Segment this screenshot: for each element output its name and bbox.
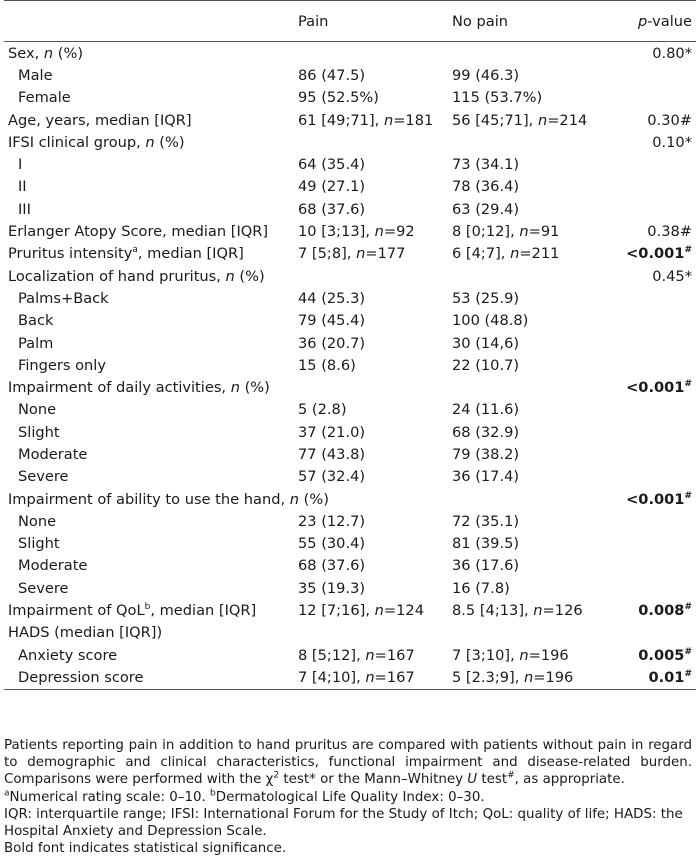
pain-value: 35 (19.3) bbox=[298, 579, 366, 597]
no-pain-value: 72 (35.1) bbox=[452, 512, 520, 530]
pain-value: 79 (45.4) bbox=[298, 312, 366, 330]
no-pain-value: 73 (34.1) bbox=[452, 156, 520, 174]
pain-value: 68 (37.6) bbox=[298, 200, 366, 218]
no-pain-value: 53 (25.9) bbox=[452, 289, 520, 307]
table-row bbox=[4, 310, 696, 332]
no-pain-value: 6 [4;7], n=211 bbox=[452, 245, 560, 263]
no-pain-value bbox=[452, 265, 612, 287]
footnote-bold: Bold font indicates statistical significance. bbox=[4, 841, 287, 857]
p-value bbox=[612, 466, 696, 488]
footnote-abbreviations: IQR: interquartile range; IFSI: International Forum for the Study of Itch; QoL: quality of life; HADS: the Hospital Anxiety and Depression Scale. bbox=[4, 806, 683, 840]
pain-value: 7 [4;10], n=167 bbox=[298, 666, 452, 689]
table-row bbox=[4, 131, 696, 153]
row-label: Impairment of daily activities, n (%) bbox=[8, 379, 270, 397]
no-pain-value: 30 (14,6) bbox=[452, 334, 520, 352]
row-label: Slight bbox=[18, 535, 60, 553]
row-label: Slight bbox=[18, 423, 60, 441]
no-pain-value: 79 (38.2) bbox=[452, 445, 520, 463]
table-row bbox=[4, 533, 696, 555]
row-label: Back bbox=[18, 312, 54, 330]
table-row bbox=[4, 64, 696, 86]
no-pain-value: 63 (29.4) bbox=[452, 200, 520, 218]
row-label: II bbox=[18, 178, 27, 196]
row-label: Female bbox=[18, 89, 71, 107]
row-label: IFSI clinical group, n (%) bbox=[8, 133, 185, 151]
p-value: 0.10* bbox=[652, 133, 692, 151]
pain-value: 77 (43.8) bbox=[298, 445, 366, 463]
p-value bbox=[612, 533, 696, 555]
no-pain-value: 78 (36.4) bbox=[452, 178, 520, 196]
row-label: Impairment of QoL$^b$, median [IQR] bbox=[8, 602, 257, 620]
table-row bbox=[4, 488, 696, 510]
row-label: Pruritus intensity$^a$, median [IQR] bbox=[8, 245, 244, 263]
table-row bbox=[4, 265, 696, 287]
pain-value: 64 (35.4) bbox=[298, 156, 366, 174]
p-value bbox=[612, 555, 696, 577]
pain-value: 95 (52.5%) bbox=[298, 89, 379, 107]
table-row bbox=[4, 376, 696, 398]
no-pain-value: 56 [45;71], n=214 bbox=[452, 111, 588, 129]
pain-value: 37 (21.0) bbox=[298, 423, 366, 441]
pain-value: 10 [3;13], n=92 bbox=[298, 223, 415, 241]
pain-value: 49 (27.1) bbox=[298, 178, 366, 196]
table-footnotes bbox=[4, 737, 692, 857]
no-pain-value: 36 (17.6) bbox=[452, 557, 520, 575]
no-pain-value: 8.5 [4;13], n=126 bbox=[452, 602, 583, 620]
row-label: Severe bbox=[18, 579, 69, 597]
pain-value: 12 [7;16], n=124 bbox=[298, 602, 424, 620]
p-value: 0.30# bbox=[647, 111, 692, 129]
p-value bbox=[612, 87, 696, 109]
table-row bbox=[4, 176, 696, 198]
pain-value: 61 [49;71], n=181 bbox=[298, 111, 434, 129]
p-value bbox=[612, 443, 696, 465]
table-body bbox=[4, 42, 696, 690]
no-pain-value: 5 [2.3;9], n=196 bbox=[452, 666, 612, 689]
pain-value bbox=[298, 42, 452, 65]
row-label: I bbox=[18, 156, 23, 174]
p-value: 0.005# bbox=[638, 646, 692, 664]
pain-value: 55 (30.4) bbox=[298, 535, 366, 553]
row-label: Moderate bbox=[18, 557, 88, 575]
table-row bbox=[4, 243, 696, 265]
pain-value: 68 (37.6) bbox=[298, 557, 366, 575]
table-row bbox=[4, 466, 696, 488]
p-value bbox=[612, 310, 696, 332]
table-row bbox=[4, 510, 696, 532]
row-label: HADS (median [IQR]) bbox=[8, 624, 163, 642]
p-value bbox=[612, 354, 696, 376]
footnote-scales: $^a$Numerical rating scale: 0–10. $^b$Dermatological Life Quality Index: 0–30. bbox=[4, 788, 485, 805]
table-row bbox=[4, 109, 696, 131]
p-value bbox=[612, 176, 696, 198]
pain-value bbox=[298, 131, 452, 153]
p-value: 0.38# bbox=[647, 223, 692, 241]
pain-value: 36 (20.7) bbox=[298, 334, 366, 352]
table-row bbox=[4, 599, 696, 621]
table-row bbox=[4, 421, 696, 443]
header-no-pain: No pain bbox=[452, 1, 612, 42]
table-row bbox=[4, 332, 696, 354]
no-pain-value bbox=[452, 42, 612, 65]
table-row bbox=[4, 622, 696, 644]
table-row bbox=[4, 443, 696, 465]
row-label: Palms+Back bbox=[18, 289, 109, 307]
no-pain-value: 99 (46.3) bbox=[452, 66, 520, 84]
p-value bbox=[612, 399, 696, 421]
p-value bbox=[612, 577, 696, 599]
row-label: Male bbox=[18, 66, 53, 84]
pain-value: 57 (32.4) bbox=[298, 468, 366, 486]
row-label: Moderate bbox=[18, 445, 88, 463]
p-value: 0.01# bbox=[612, 666, 696, 689]
no-pain-value: 8 [0;12], n=91 bbox=[452, 223, 560, 241]
table-row bbox=[4, 198, 696, 220]
table-row bbox=[4, 399, 696, 421]
p-value: 0.008# bbox=[638, 602, 692, 620]
table-row bbox=[4, 220, 696, 242]
p-value: <0.001# bbox=[626, 490, 692, 508]
row-label: Severe bbox=[18, 468, 69, 486]
row-label: None bbox=[18, 512, 57, 530]
table-row bbox=[4, 577, 696, 599]
table-row bbox=[4, 666, 696, 689]
table-row bbox=[4, 87, 696, 109]
row-label: Sex, n (%) bbox=[8, 44, 84, 62]
pain-value: 23 (12.7) bbox=[298, 512, 366, 530]
pain-value: 44 (25.3) bbox=[298, 289, 366, 307]
results-table bbox=[4, 0, 696, 690]
footnote-description: Patients reporting pain in addition to hand pruritus are compared with patients without pain in regard to demographic and clinical characteristics, functional impairment and disease-related burden. Comparisons were performed with the $\chi^2$ test* or the Mann–Whitney U test#, as appropriate. bbox=[4, 738, 692, 788]
no-pain-value: 16 (7.8) bbox=[452, 579, 510, 597]
pain-value bbox=[298, 376, 452, 398]
no-pain-value bbox=[452, 131, 612, 153]
pain-value: 15 (8.6) bbox=[298, 356, 356, 374]
table-row bbox=[4, 354, 696, 376]
no-pain-value: 24 (11.6) bbox=[452, 401, 520, 419]
no-pain-value bbox=[452, 376, 612, 398]
no-pain-value: 7 [3;10], n=196 bbox=[452, 646, 569, 664]
no-pain-value: 115 (53.7%) bbox=[452, 89, 543, 107]
p-value bbox=[612, 510, 696, 532]
no-pain-value bbox=[452, 488, 612, 510]
table-row bbox=[4, 644, 696, 666]
header-row bbox=[4, 1, 696, 42]
row-label: Depression score bbox=[4, 666, 298, 689]
p-value bbox=[612, 64, 696, 86]
header-characteristic bbox=[4, 1, 298, 42]
pain-value: 7 [5;8], n=177 bbox=[298, 245, 406, 263]
no-pain-value: 22 (10.7) bbox=[452, 356, 520, 374]
row-label: III bbox=[18, 200, 31, 218]
row-label: Erlanger Atopy Score, median [IQR] bbox=[8, 223, 269, 241]
row-label: Localization of hand pruritus, n (%) bbox=[8, 267, 265, 285]
pain-value: 86 (47.5) bbox=[298, 66, 366, 84]
row-label: Palm bbox=[18, 334, 54, 352]
p-value: 0.80* bbox=[652, 44, 692, 62]
p-value: <0.001# bbox=[626, 379, 692, 397]
p-value bbox=[612, 287, 696, 309]
p-value bbox=[612, 332, 696, 354]
header-p-value: p-value bbox=[612, 1, 696, 42]
no-pain-value: 68 (32.9) bbox=[452, 423, 520, 441]
pain-value: 8 [5;12], n=167 bbox=[298, 646, 415, 664]
p-value: <0.001# bbox=[626, 245, 692, 263]
p-value: 0.45* bbox=[652, 267, 692, 285]
p-value bbox=[612, 198, 696, 220]
no-pain-value: 100 (48.8) bbox=[452, 312, 529, 330]
row-label: Impairment of ability to use the hand, n (%) bbox=[8, 490, 329, 508]
p-value bbox=[612, 153, 696, 175]
header-pain: Pain bbox=[298, 1, 452, 42]
table-row bbox=[4, 42, 696, 65]
no-pain-value: 36 (17.4) bbox=[452, 468, 520, 486]
row-label: Fingers only bbox=[18, 356, 106, 374]
table-row bbox=[4, 153, 696, 175]
table-row bbox=[4, 287, 696, 309]
pain-value: 5 (2.8) bbox=[298, 401, 347, 419]
row-label: None bbox=[18, 401, 57, 419]
pain-value bbox=[298, 265, 452, 287]
p-value bbox=[612, 421, 696, 443]
row-label: Age, years, median [IQR] bbox=[8, 111, 192, 129]
row-label: Anxiety score bbox=[18, 646, 118, 664]
no-pain-value: 81 (39.5) bbox=[452, 535, 520, 553]
table-row bbox=[4, 555, 696, 577]
